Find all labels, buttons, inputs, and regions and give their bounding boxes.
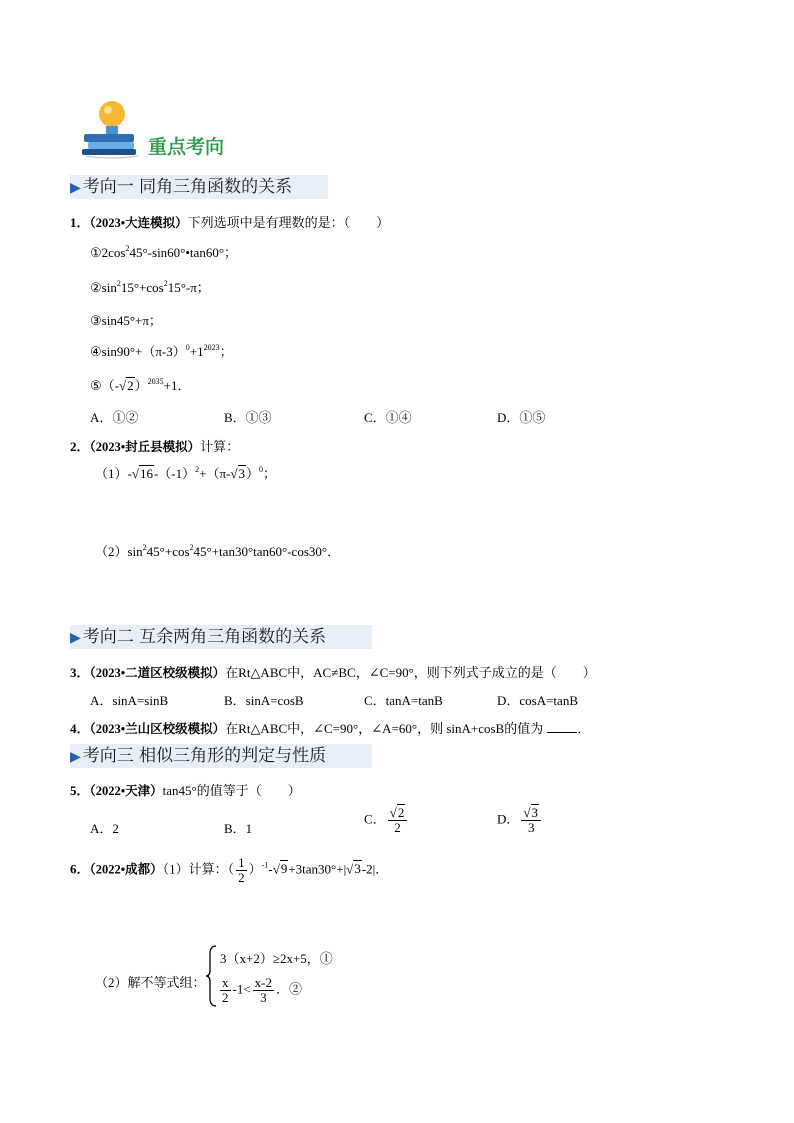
q5-option-b[interactable]: B．1 [224,821,253,836]
q1-item-2: $②\sin^215^\circ+\cos^215^\circ-\pi$； [90,279,210,295]
q1-option-a[interactable]: A．①② [90,410,139,425]
q1-item-5: $⑤(-√2)^{2035}+1$． [90,377,191,393]
question-source: （2023•二道区校级模拟） [89,666,226,680]
page-title: 重点考向 [148,136,225,158]
q5-option-a[interactable]: A．2 [90,821,119,836]
section-title: 考向二 互余两角三角函数的关系 [82,627,327,647]
q1-option-b[interactable]: B．①③ [224,410,272,425]
section-header-3 [70,744,372,768]
q1-item-1: $①2\cos^245^\circ-\sin 60^\circ•\tan 60^\circ$； [90,244,238,260]
section-title: 考向一 同角三角函数的关系 [82,177,293,197]
inequality-2: $\frac{x}{2}$ -1< $\frac{x-2}{3}$ ．② [222,975,303,1005]
inequality-brace [206,944,218,1013]
question-source: （2022•天津） [89,784,163,798]
q2-part-1: $(1)-√16-(-1)^2+(\pi-√3)^0$； [95,465,277,481]
question-source: （2023•兰山区校级模拟） [89,722,226,736]
question-stem: 在Rt△ABC中，AC≠BC，∠C=90°，则下列式子成立的是（ ） [225,665,596,680]
question-number: 4． [70,721,90,736]
triangle-arrow-icon: ▶ [70,180,81,196]
question-6: 6．（2022•成都）（1）计算：（ $\frac{1}{2}$ ）$^{-1}$-√9+3tan30°+|√3-2|． [70,855,389,885]
q3-option-a[interactable]: A．sinA=sinB [90,693,169,708]
q1-item-3: ③sin45°+π； [90,313,162,328]
question-stem: 在Rt△ABC中，∠C=90°，∠A=60°，则 sinA+cosB的值为 [225,721,544,736]
question-2 [70,436,239,455]
question-number: 2． [70,439,90,454]
q3-option-d[interactable]: D．cosA=tanB [497,693,578,708]
question-source: （2023•封丘县模拟） [89,440,201,454]
q1-option-c[interactable]: C．①④ [364,410,412,425]
question-stem: 下列选项中是有理数的是：（ ） [187,215,390,230]
question-number: 5． [70,783,90,798]
question-number: 3． [70,665,90,680]
inequality-1: 3（x+2）≥2x+5，① [220,951,333,966]
question-stem: tan45°的值等于（ ） [162,783,301,798]
question-1 [70,212,389,231]
q6-part-2-label: （2）解不等式组： [95,975,206,990]
triangle-arrow-icon: ▶ [70,749,81,765]
question-stem: 计算： [200,439,240,454]
q5-option-d[interactable]: D． $\frac{√3}{3}$ [497,806,543,835]
triangle-arrow-icon: ▶ [70,630,81,646]
question-source: （2023•大连模拟） [89,216,188,230]
lightbulb-books-icon [78,96,142,160]
question-source: （2022•成都） [89,862,163,877]
question-number: 6． [70,861,90,877]
q1-item-4: $④\sin 90^\circ+(\pi-3)^0+1^{2023}$； [90,343,233,359]
section-header-1 [70,175,328,199]
answer-blank[interactable] [547,722,577,733]
q2-part-2: $(2)\sin^245^\circ+\cos^245^\circ+\tan 30^\circ\tan 60^\circ-\cos 30^\circ$． [95,543,341,559]
q5-option-c[interactable]: C． $\frac{√2}{2}$ [364,806,409,835]
question-3 [70,662,596,681]
q3-option-b[interactable]: B．sinA=cosB [224,693,304,708]
q1-option-d[interactable]: D．①⑤ [497,410,546,425]
question-4: 4．（2023•兰山区校级模拟）在Rt△ABC中，∠C=90°，∠A=60°，则 sinA+cosB的值为 ． [70,721,591,736]
question-number: 1． [70,215,90,230]
section-title: 考向三 相似三角形的判定与性质 [82,746,327,766]
section-header-2 [70,625,372,649]
q3-option-c[interactable]: C．tanA=tanB [364,693,443,708]
question-5 [70,780,301,799]
